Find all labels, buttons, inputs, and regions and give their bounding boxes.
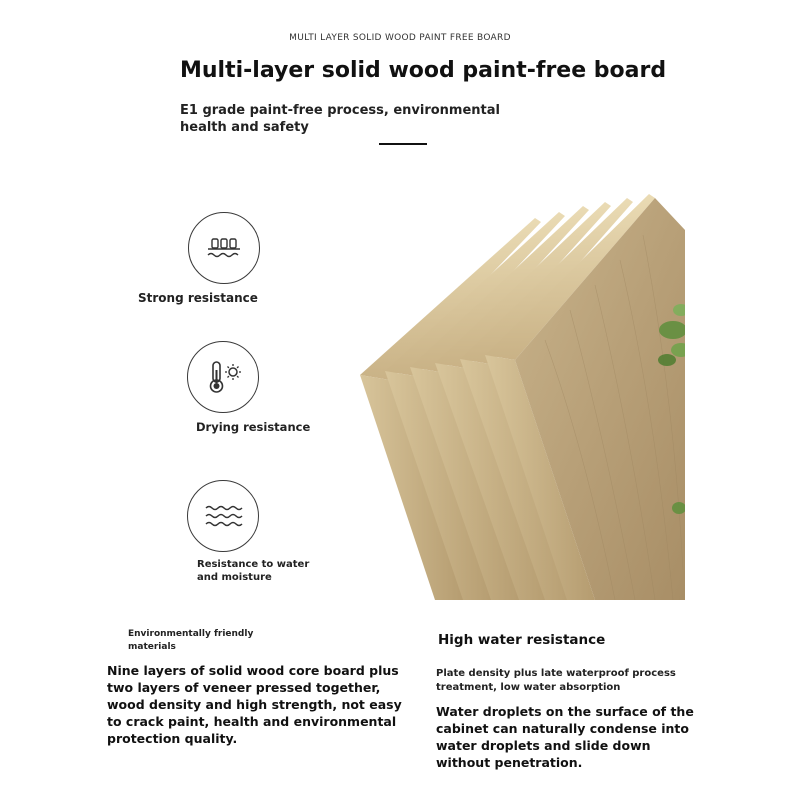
wood-boards-photo [355,190,685,600]
eyebrow-text: MULTI LAYER SOLID WOOD PAINT FREE BOARD [289,33,511,43]
thermometer-sun-icon [187,341,259,413]
page-title: Multi-layer solid wood paint-free board [180,58,667,83]
right-column-body: Water droplets on the surface of the cabinet can naturally condense into water droplets and slide down without penetration. [436,704,694,770]
feature-label-water-moisture: Resistance to water and moisture [197,559,310,583]
wave-shield-icon [188,212,260,284]
water-waves-icon [187,480,259,552]
left-column-heading: Environmentally friendly materials [128,629,254,652]
title-divider [379,143,427,145]
feature-label-drying-resistance: Drying resistance [196,420,311,434]
left-column-body: Nine layers of solid wood core board plus two layers of veneer pressed together, wood density and high strength, not easy to crack paint, health and environmental protection quality. [107,663,402,746]
feature-label-strong-resistance: Strong resistance [138,291,258,305]
right-column-subheading: Plate density plus late waterproof process treatment, low water absorption [436,668,676,693]
right-column-heading: High water resistance [438,632,606,648]
page-subtitle: E1 grade paint-free process, environmental health and safety [180,103,500,135]
